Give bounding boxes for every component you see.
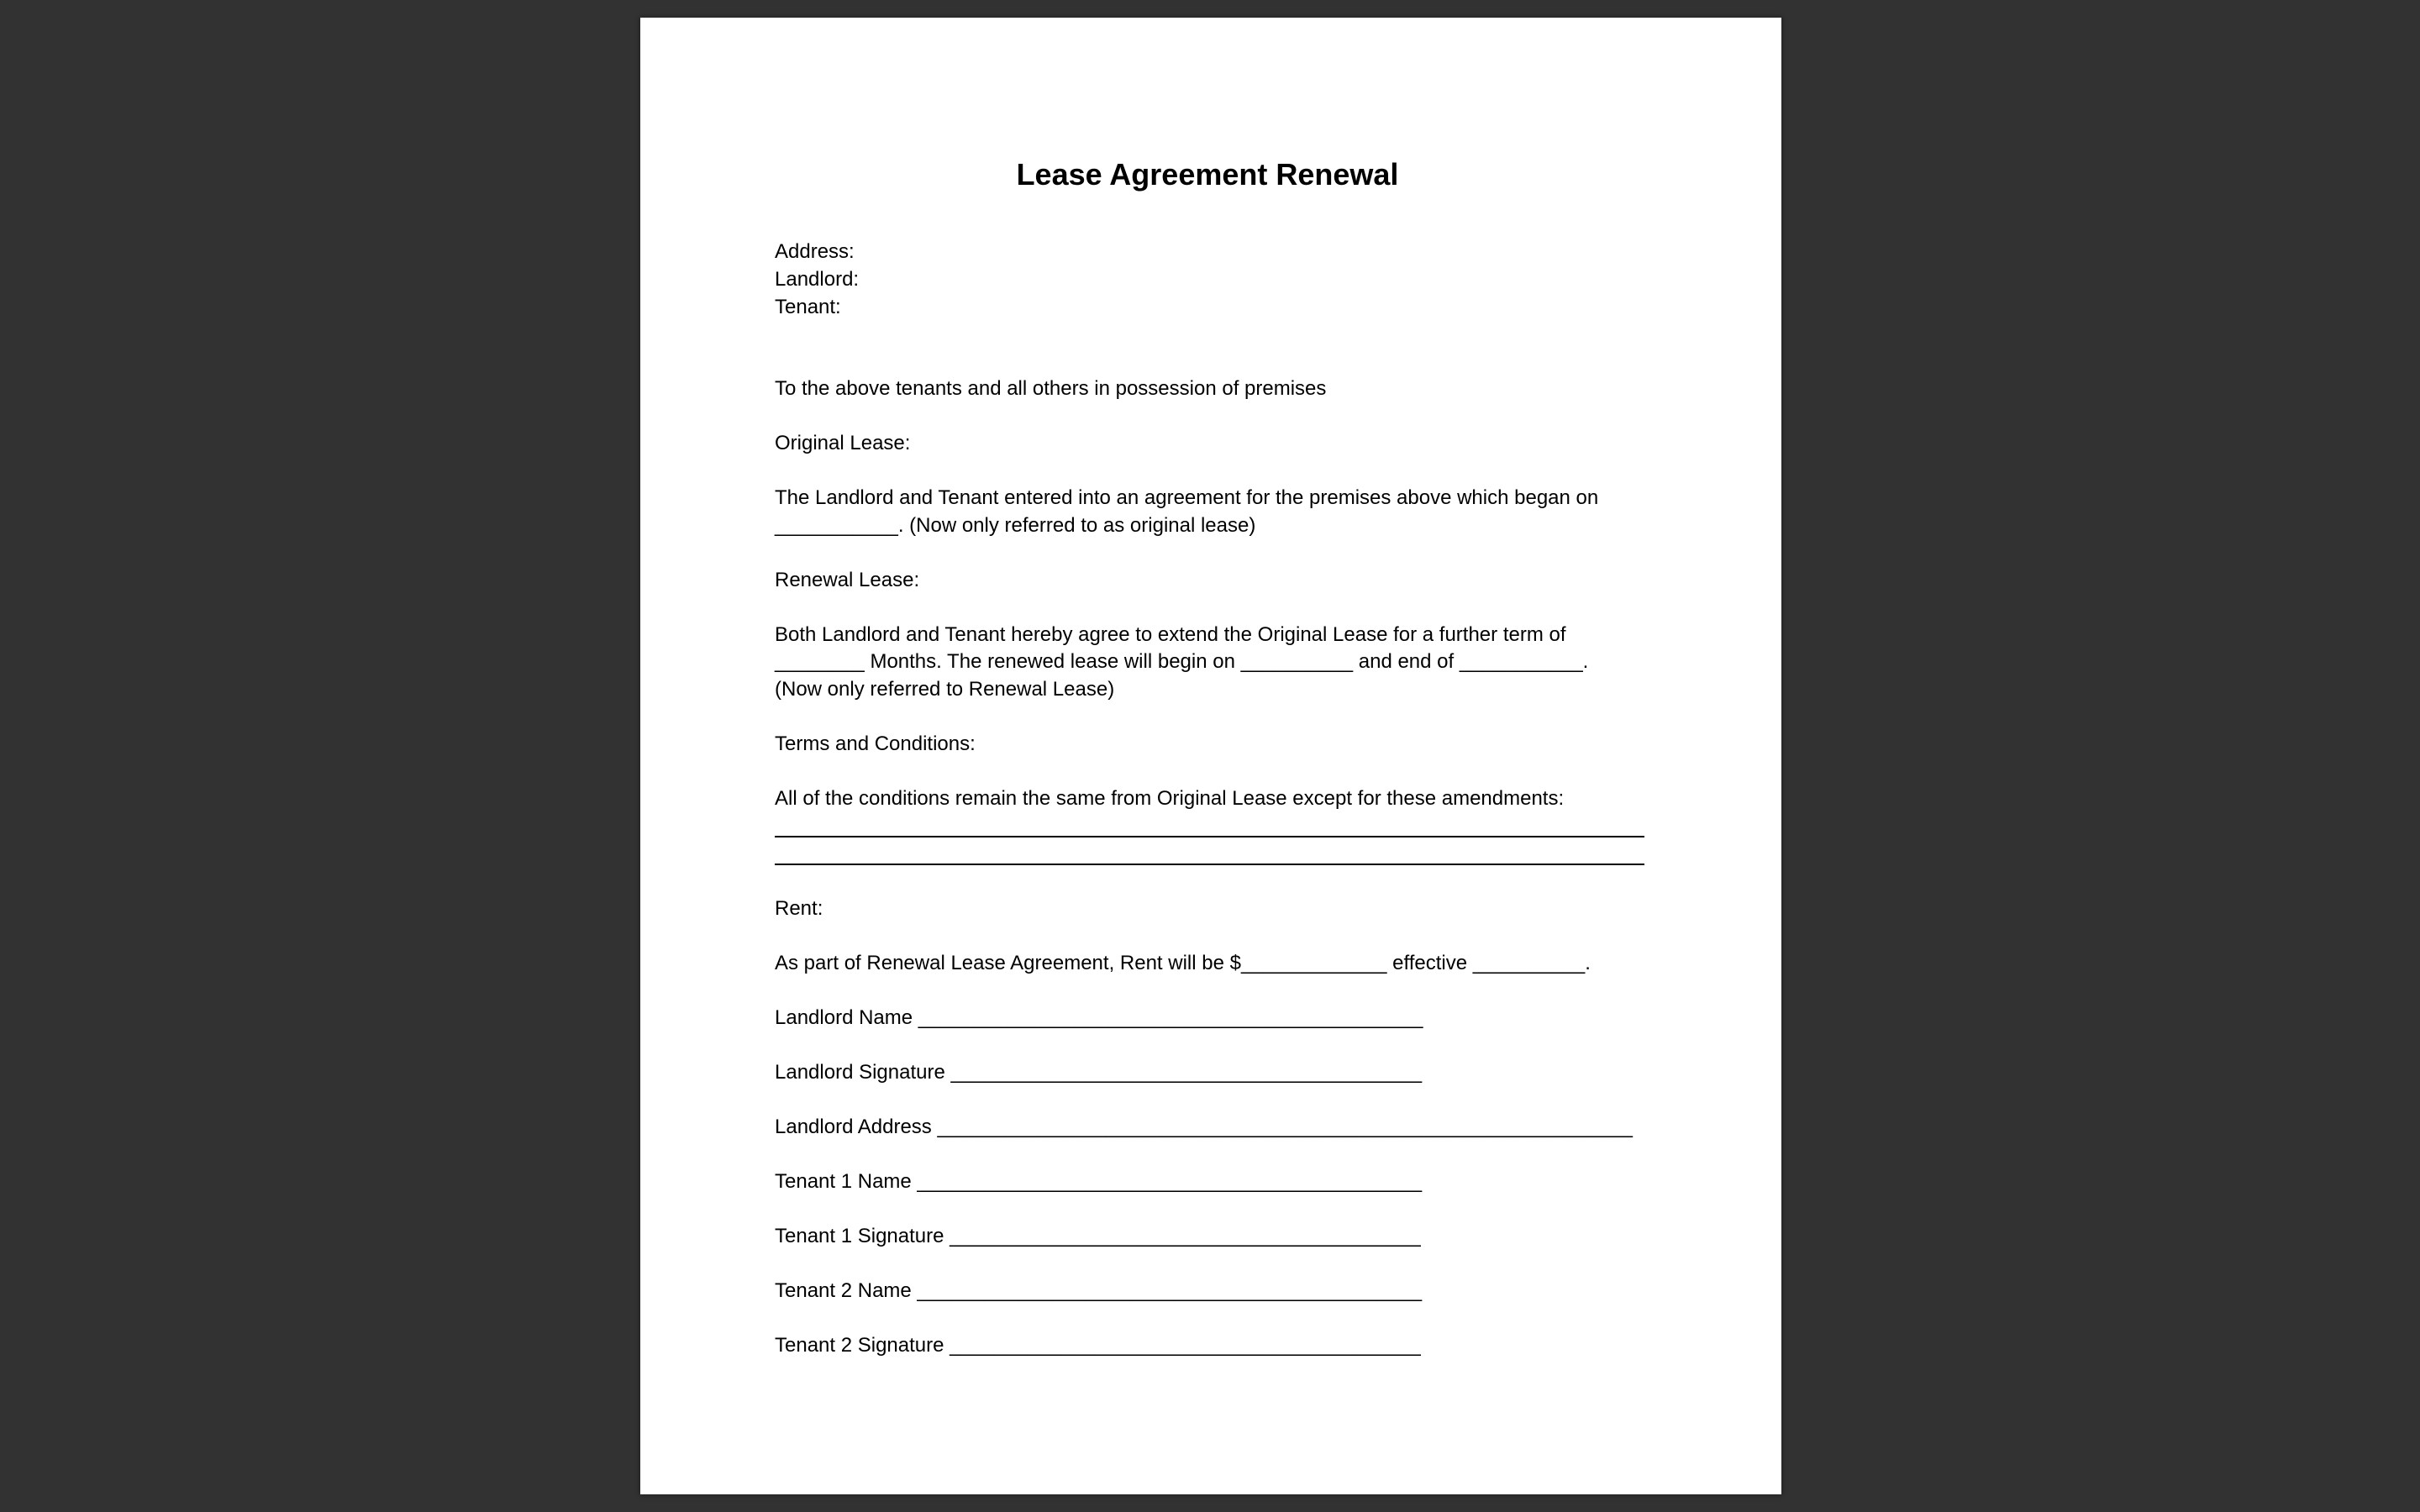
rent-heading: Rent:: [775, 897, 823, 920]
renewal-lease-text: (Now only referred to Renewal Lease): [775, 678, 1115, 701]
tenant-1-signature-line: Tenant 1 Signature __________________________________________: [775, 1225, 1421, 1247]
landlord-name-line: Landlord Name _____________________________________________: [775, 1006, 1423, 1029]
address-field: Address:: [775, 240, 855, 263]
salutation: To the above tenants and all others in possession of premises: [775, 377, 1327, 400]
original-lease-text: The Landlord and Tenant entered into an agreement for the premises above which began on: [775, 486, 1599, 509]
renewal-lease-heading: Renewal Lease:: [775, 569, 920, 591]
original-lease-text: ___________. (Now only referred to as original lease): [775, 514, 1256, 537]
tenant-field: Tenant:: [775, 296, 841, 318]
renewal-lease-text: Both Landlord and Tenant hereby agree to extend the Original Lease for a further term of: [775, 623, 1566, 646]
renewal-lease-text: ________ Months. The renewed lease will begin on __________ and end of ___________.: [775, 650, 1589, 673]
document-page: [640, 18, 1781, 1494]
landlord-address-line: Landlord Address ______________________________________________________________: [775, 1116, 1634, 1138]
document-title: Lease Agreement Renewal: [1016, 157, 1399, 192]
original-lease-heading: Original Lease:: [775, 432, 911, 454]
tenant-2-signature-line: Tenant 2 Signature __________________________________________: [775, 1334, 1421, 1357]
tenant-1-name-line: Tenant 1 Name _____________________________________________: [775, 1170, 1423, 1193]
amendment-line: [775, 864, 1644, 865]
terms-text: All of the conditions remain the same from Original Lease except for these amendments:: [775, 787, 1565, 810]
landlord-field: Landlord:: [775, 268, 860, 291]
landlord-signature-line: Landlord Signature __________________________________________: [775, 1061, 1423, 1084]
amendment-line: [775, 836, 1644, 837]
tenant-2-name-line: Tenant 2 Name _____________________________________________: [775, 1279, 1423, 1302]
terms-heading: Terms and Conditions:: [775, 732, 976, 755]
rent-text: As part of Renewal Lease Agreement, Rent will be $_____________ effective __________.: [775, 952, 1591, 974]
